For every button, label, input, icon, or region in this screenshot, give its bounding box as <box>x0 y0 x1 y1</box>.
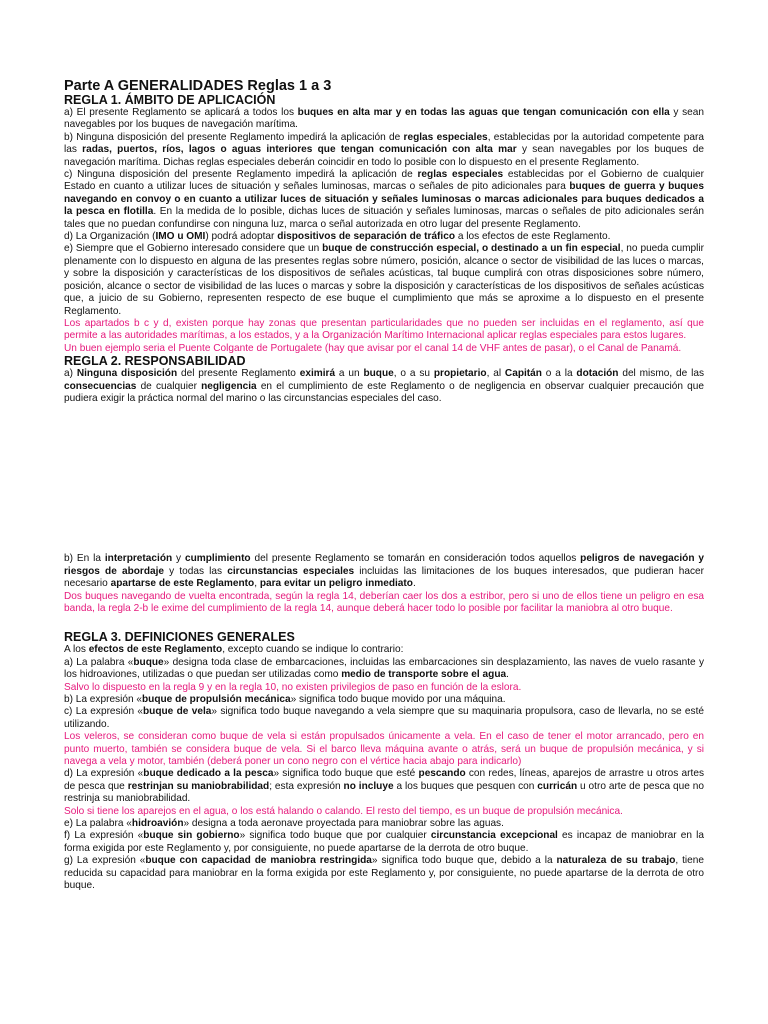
rule-3-e: e) La palabra «hidroavión» designa a toda aeronave proyectada para maniobrar sobre las aguas. <box>64 818 504 830</box>
rule-1-note-2: Un buen ejemplo seria el Puente Colgante de Portugalete (hay que avisar por el canal 14 de VHF antes de pasar), o el Canal de Panamá. <box>64 342 682 354</box>
rule-1-a: a) El presente Reglamento se aplicará a todos los buques en alta mar y en todas las aguas que tengan comunicación con ella y sean navegables por los buques de navegación marítima. <box>64 107 704 131</box>
rule-2-a: a) Ninguna disposición del presente Reglamento eximirá a un buque, o a su propietario, al Capitán o a la dotación del mismo, de las consecuencias de cualquier negligencia en el cumplimiento de este Reglamento o de negligencia en observar cualquier precaución que pudiera exigir la práctica normal del marino o las circunstancias especiales del caso. <box>64 368 704 404</box>
rule-3-heading: REGLA 3. DEFINICIONES GENERALES <box>64 630 295 645</box>
blank-space <box>64 405 704 553</box>
rule-1-heading: REGLA 1. ÁMBITO DE APLICACIÓN <box>64 93 276 107</box>
rule-2-b: b) En la interpretación y cumplimiento del presente Reglamento se tomarán en consideración todos aquellos peligros de navegación y riesgos de abordaje y todas las circunstancias especiales incluidas las limitaciones de los buques interesados, que pudieran hacer necesario apartarse de este Reglamento, para evitar un peligro inmediato. <box>64 553 705 590</box>
rule-1-c: c) Ninguna disposición del presente Reglamento impedirá la aplicación de reglas especiales establecidas por el Gobierno de cualquier Estado en cuanto a utilizar luces de situación y señales luminosas, marcas o señales de pito adicionales para buques de guerra y buques navegando en convoy o en cuanto a utilizar luces de situación y señales luminosas o marcas adicionales para buques dedicados a la pesca en flotilla. En la medida de lo posible, dichas luces de situación y señales luminosas, marcas o señales de pito adicionales serán tales que no puedan confundirse con ninguna luz, marca o señal autorizada en otro lugar del presente Reglamento. <box>64 169 704 230</box>
rule-3-intro: A los efectos de este Reglamento, excepto cuando se indique lo contrario: <box>64 644 404 656</box>
document-page <box>64 78 704 893</box>
rule-2-note: Dos buques navegando de vuelta encontrada, según la regla 14, deberían caer los dos a estribor, pero si uno de ellos tiene un peligro en esa banda, la regla 2-b le exime del cumplimiento de la regla 14, aunque deberá hacer todo lo posible por facilitar la maniobra al otro buque. <box>64 590 704 614</box>
rule-3-f: f) La expresión «buque sin gobierno» significa todo buque que por cualquier circunstancia excepcional es incapaz de maniobrar en la forma exigida por este Reglamento y, por consiguiente, no puede apartarse de la derrota de otro buque. <box>64 830 704 854</box>
rule-3-note-a: Salvo lo dispuesto en la regla 9 y en la regla 10, no existen privilegios de paso en función de la eslora. <box>64 681 522 693</box>
rule-3-a: a) La palabra «buque» designa toda clase de embarcaciones, incluidas las embarcaciones sin desplazamiento, las naves de vuelo rasante y los hidroaviones, utilizadas o que puedan ser utilizadas como medio de transporte sobre el agua. <box>64 656 704 681</box>
rule-2-heading: REGLA 2. RESPONSABILIDAD <box>64 354 246 369</box>
rule-1-note-1: Los apartados b c y d, existen porque hay zonas que presentan particularidades que no pueden ser incluidas en el reglamento, así que permite a las autoridades marítimas, a los estados, y a la Organización Marítimo Internacional aplicar reglas especiales para estos lugares. <box>64 317 704 342</box>
rule-3-c: c) La expresión «buque de vela» significa todo buque navegando a vela siempre que su maquinaria propulsora, caso de llevarla, no se esté utilizando. <box>64 706 705 730</box>
page-title: Parte A GENERALIDADES Reglas 1 a 3 <box>64 78 332 94</box>
rule-3-d: d) La expresión «buque dedicado a la pesca» significa todo buque que esté pescando con redes, líneas, aparejos de arrastre u otros artes de pesca que restrinjan su maniobrabilidad; esta expresión no incluye a los buques que pesquen con curricán u otro arte de pesca que no restrinja su maniobrabilidad. <box>64 768 705 805</box>
rule-1-b: b) Ninguna disposición del presente Reglamento impedirá la aplicación de reglas especiales, establecidas por la autoridad competente para las radas, puertos, ríos, lagos o aguas interiores que tengan comunicación con alta mar y sean navegables por los buques de navegación marítima. Dichas reglas especiales deberán coincidir en todo lo posible con lo dispuesto en el presente Reglamento. <box>64 131 704 168</box>
rule-1-d: d) La Organización (IMO u OMI) podrá adoptar dispositivos de separación de tráfico a los efectos de este Reglamento. <box>64 231 611 243</box>
rule-3-g: g) La expresión «buque con capacidad de maniobra restringida» significa todo buque que, debido a la naturaleza de su trabajo, tiene reducida su capacidad para maniobrar en la forma exigida por este Reglamento y, por consiguiente, no puede apartarse de la derrota de otro buque. <box>64 855 705 892</box>
rule-3-note-d: Solo si tiene los aparejos en el agua, o los está halando o calando. El resto del tiempo, es un buque de propulsión mecánica. <box>64 805 623 817</box>
rule-3-b: b) La expresión «buque de propulsión mecánica» significa todo buque movido por una máquina. <box>64 694 506 705</box>
rule-1-e: e) Siempre que el Gobierno interesado considere que un buque de construcción especial, o destinado a un fin especial, no pueda cumplir plenamente con lo dispuesto en alguna de las presentes reglas sobre número, posición, alcance o sector de visibilidad de las luces o marcas, y sobre la disposición y características de los dispositivos de señales acústicas, tal buque cumplirá con otras disposiciones sobre número, posición, alcance o sector de visibilidad de las luces o marcas y sobre la disposición y características de los dispositivos de señales acústicas que, a juicio de su Gobierno, representen respecto de ese buque el cumplimiento que más se aproxime a lo dispuesto en el presente Reglamento. <box>64 243 704 317</box>
rule-3-note-c: Los veleros, se consideran como buque de vela si están propulsados únicamente a vela. En el caso de tener el motor arrancado, pero en punto muerto, también se considera buque de vela. Si el barco lleva máquina avante o atrás, será un buque de propulsión mecánica, y si navega a vela y motor, también (deberá poner un cono negro con el vértice hacia abajo para indicarlo) <box>64 731 704 768</box>
